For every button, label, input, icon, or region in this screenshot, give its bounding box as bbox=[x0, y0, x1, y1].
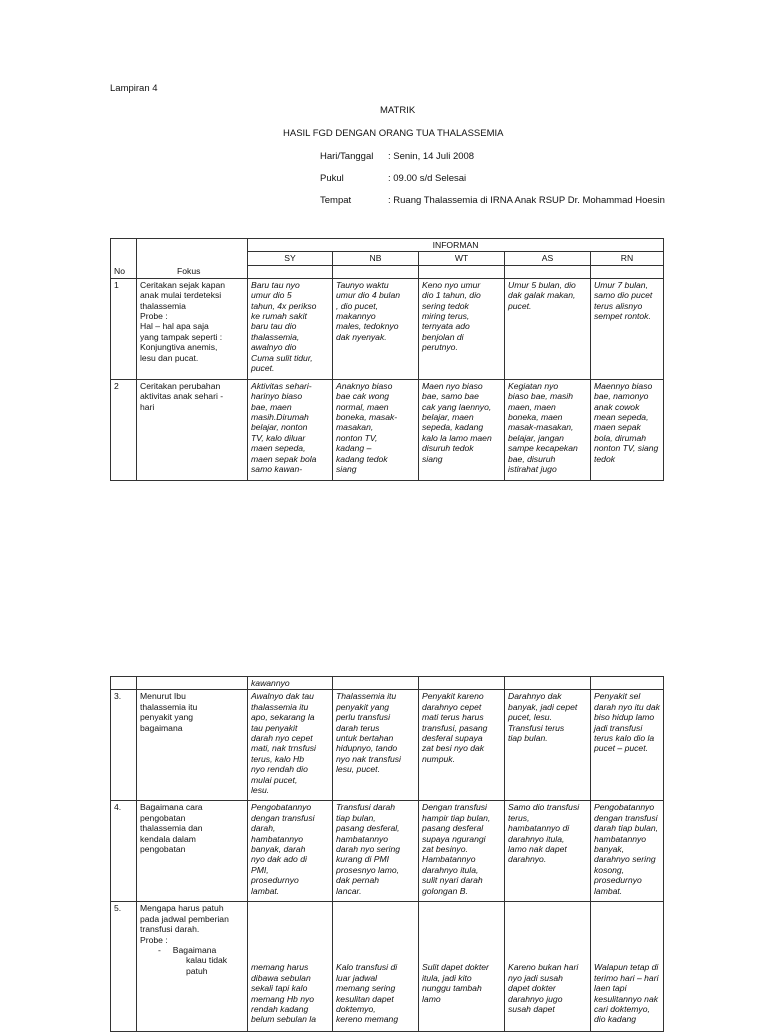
cell-line: awalnyo dio bbox=[251, 342, 297, 353]
cell-line: maen, maen bbox=[508, 401, 556, 412]
fokus-line: - Bagaimana bbox=[158, 945, 217, 956]
cell-line: prosedurnyo bbox=[251, 875, 299, 886]
cell-line: lancar. bbox=[336, 885, 362, 896]
cell-line: Ceritakan sejak kapan bbox=[140, 279, 226, 290]
cell-line: mati terus harus bbox=[422, 712, 484, 723]
cell-line: boneka, maen bbox=[508, 411, 563, 422]
cell-line: darahnyo cepet bbox=[422, 701, 482, 712]
cell-line: perutnyo. bbox=[422, 342, 458, 353]
cell-line: darah tiap bulan, bbox=[594, 823, 659, 834]
cont-fokus-empty bbox=[137, 677, 248, 690]
cell-line: kurang di PMI bbox=[336, 854, 390, 865]
row-fokus bbox=[137, 278, 248, 379]
fokus-line: pada jadwal pemberian bbox=[140, 913, 229, 924]
cell-line: Ceritakan perubahan bbox=[140, 380, 221, 391]
cell-line: hambatannyo bbox=[594, 833, 647, 844]
cell-line: Umur 5 bulan, dio bbox=[508, 279, 576, 290]
cell-line: belajar, maen bbox=[422, 411, 474, 422]
cell-line: zat besi nyo dak bbox=[422, 743, 485, 754]
cell-line: Darahnyo dak bbox=[508, 691, 562, 702]
cell-line: boneka, masak- bbox=[336, 411, 398, 422]
cell-wt bbox=[419, 278, 505, 379]
row-fokus bbox=[137, 690, 248, 801]
cell-line: sepeda, kadang bbox=[422, 422, 484, 433]
cell-line: terus kalo dio la bbox=[594, 733, 655, 744]
cell-line: Cuma sulit tidur, bbox=[251, 352, 313, 363]
cell-rn bbox=[591, 379, 664, 480]
cell-line: Dengan transfusi bbox=[422, 802, 487, 813]
header-col-as: AS bbox=[505, 252, 591, 265]
cell-line: biaso bae, masih bbox=[508, 391, 573, 402]
cell-line: Transfusi darah bbox=[336, 802, 396, 813]
cell-line: mati, nak trnsfusi bbox=[251, 743, 316, 754]
cell-as bbox=[505, 690, 591, 801]
cell-line: Samo dio transfusi bbox=[508, 802, 580, 813]
cell-line: siang bbox=[336, 463, 357, 474]
cell-line: thalassemia, bbox=[251, 331, 300, 342]
table-row bbox=[111, 278, 664, 379]
cell-line: masih.Dirumah bbox=[251, 411, 309, 422]
header-col-wt: WT bbox=[419, 252, 505, 265]
cont-empty bbox=[333, 677, 419, 690]
cell-line: luar jadwal bbox=[336, 972, 378, 983]
cell-line: Thalassemia itu bbox=[336, 691, 397, 702]
table-row bbox=[111, 379, 664, 480]
cell-line: tiap bulan. bbox=[508, 733, 548, 744]
cell-line: itula, jadi kito bbox=[422, 972, 472, 983]
cell-line: numpuk. bbox=[422, 753, 455, 764]
cell-line: istirahat jugo bbox=[508, 463, 557, 474]
cell-line: sekali tapi kalo bbox=[251, 983, 308, 994]
matrix-table-bottom bbox=[110, 676, 664, 1032]
meta-label-tanggal: Hari/Tanggal bbox=[320, 151, 374, 162]
cell-line: benjolan di bbox=[422, 331, 464, 342]
header-no: No bbox=[111, 265, 137, 278]
cell-line: dak nyenyak. bbox=[336, 331, 387, 342]
cell-line: kesulitan dapet bbox=[336, 993, 394, 1004]
header-spacer bbox=[505, 265, 591, 278]
cell-line: hambatannyo bbox=[251, 833, 304, 844]
header-informan: INFORMAN bbox=[248, 239, 664, 252]
cell-line: terus, kalo Hb bbox=[251, 753, 305, 764]
header-spacer bbox=[419, 265, 505, 278]
cell-line: thalassemia dan bbox=[140, 823, 203, 834]
cell-line: darahnyo itula, bbox=[508, 833, 565, 844]
cell-line: memang harus bbox=[251, 962, 309, 973]
meta-value-tempat: : Ruang Thalassemia di IRNA Anak RSUP Dr. Mohammad Hoesin bbox=[388, 195, 665, 206]
cell-line: dio kadang bbox=[594, 1014, 637, 1025]
cell-line: dio 1 tahun, dio bbox=[422, 290, 481, 301]
cell-line: Menurut Ibu bbox=[140, 691, 186, 702]
cell-line: harinyo biaso bbox=[251, 391, 303, 402]
cell-line: Kalo transfusi di bbox=[336, 962, 398, 973]
cell-line: TV, kalo diluar bbox=[251, 432, 306, 443]
cell-line: tiap bulan, bbox=[336, 812, 376, 823]
cell-nb bbox=[333, 690, 419, 801]
cell-line: bae, namonyo bbox=[594, 391, 649, 402]
row-fokus bbox=[137, 379, 248, 480]
cont-empty bbox=[419, 677, 505, 690]
cell-line: Maen nyo biaso bbox=[422, 380, 483, 391]
cell-sy bbox=[248, 801, 333, 902]
cell-line: masakan, bbox=[336, 422, 374, 433]
cell-line: Awalnyo dak tau bbox=[251, 691, 314, 702]
cell-line: hari bbox=[140, 401, 155, 412]
cell-line: darah nyo sering bbox=[336, 844, 401, 855]
cell-as bbox=[505, 902, 591, 1032]
cell-line: cari doktemyo, bbox=[594, 1004, 650, 1015]
cell-as bbox=[505, 801, 591, 902]
cell-line: disuruh tedok bbox=[422, 443, 474, 454]
cont-empty bbox=[505, 677, 591, 690]
cell-line: lamo bbox=[422, 993, 441, 1004]
row-no: 2 bbox=[111, 379, 137, 480]
meta-label-pukul: Pukul bbox=[320, 173, 344, 184]
title-matrik: MATRIK bbox=[380, 105, 416, 116]
cell-line: Penyakit sel bbox=[594, 691, 641, 702]
cell-line: jadi transfusi bbox=[594, 722, 643, 733]
cell-line: memang sering bbox=[336, 983, 396, 994]
cell-line: Probe : bbox=[140, 310, 168, 321]
cell-line: Taunyo waktu bbox=[336, 279, 389, 290]
cell-line: belajar, jangan bbox=[508, 432, 564, 443]
cell-rn bbox=[591, 690, 664, 801]
cell-line: perlu transfusi bbox=[336, 712, 390, 723]
cell-line: pucet – pucet. bbox=[594, 743, 648, 754]
cell-line: apo, sekarang la bbox=[251, 712, 315, 723]
cell-line: Sulit dapet dokter bbox=[422, 962, 489, 973]
cell-line: anak cowok bbox=[594, 401, 640, 412]
cell-line: masak-masakan, bbox=[508, 422, 574, 433]
cell-wt bbox=[419, 690, 505, 801]
cell-sy bbox=[248, 278, 333, 379]
cell-line: baru tau dio bbox=[251, 321, 297, 332]
cell-line: PMI, bbox=[251, 864, 269, 875]
cell-line: lambat. bbox=[594, 885, 623, 896]
table-row bbox=[111, 902, 664, 1032]
cell-line: hambatannyo bbox=[336, 833, 389, 844]
cell-line: tahun, 4x perikso bbox=[251, 300, 317, 311]
cell-line: doktemyo, bbox=[336, 1004, 376, 1015]
cell-line: Pengobatannyo bbox=[251, 802, 312, 813]
cell-line: cak yang laennyo, bbox=[422, 401, 492, 412]
cell-wt bbox=[419, 902, 505, 1032]
cell-sy bbox=[248, 690, 333, 801]
cell-line: dengan transfusi bbox=[594, 812, 658, 823]
cell-line: Bagaimana cara bbox=[140, 802, 203, 813]
cell-line: lesu, pucet. bbox=[336, 764, 380, 775]
cell-line: memang Hb nyo bbox=[251, 993, 315, 1004]
cell-line: mulai pucet, bbox=[251, 774, 298, 785]
cell-line: Konjungtiva anemis, bbox=[140, 342, 218, 353]
cell-line: terus alisnyo bbox=[594, 300, 643, 311]
cell-line: pasang desferal, bbox=[336, 823, 400, 834]
cell-as bbox=[505, 379, 591, 480]
cell-line: pucet. bbox=[508, 300, 532, 311]
fokus-line: patuh bbox=[186, 965, 208, 976]
cell-line: dengan transfusi bbox=[251, 812, 315, 823]
title-hasil-fgd: HASIL FGD DENGAN ORANG TUA THALASSEMIA bbox=[283, 128, 504, 139]
cell-sy bbox=[248, 902, 333, 1032]
header-col-rn: RN bbox=[591, 252, 664, 265]
cell-line: darah nyo cepet bbox=[251, 733, 313, 744]
header-spacer bbox=[591, 265, 664, 278]
cell-line: kosong, bbox=[594, 864, 625, 875]
cell-line: kadang tedok bbox=[336, 453, 388, 464]
cell-line: maen sepak bbox=[594, 422, 641, 433]
cell-line: kesulitannyo nak bbox=[594, 993, 659, 1004]
cell-line: hambatannyo di bbox=[508, 823, 570, 834]
matrix-table-top bbox=[110, 238, 664, 481]
cell-line: belum sebulan la bbox=[251, 1014, 316, 1025]
cell-line: Anaknyo biaso bbox=[336, 380, 393, 391]
cell-line: lesu. bbox=[251, 785, 270, 796]
cell-line: bola, dirumah bbox=[594, 432, 647, 443]
cell-line: darah terus bbox=[336, 722, 380, 733]
cell-wt bbox=[419, 379, 505, 480]
cell-line: nunggu tambah bbox=[422, 983, 482, 994]
cell-line: kalo la lamo maen bbox=[422, 432, 492, 443]
cont-cell-sy: kawannyo bbox=[248, 677, 333, 690]
cell-line: kadang – bbox=[336, 443, 372, 454]
cell-line: belajar, nonton bbox=[251, 422, 308, 433]
cell-line: Penyakit kareno bbox=[422, 691, 484, 702]
cell-line: Kareno bukan hari bbox=[508, 962, 579, 973]
cell-line: dibawa sebulan bbox=[251, 972, 311, 983]
cell-nb bbox=[333, 379, 419, 480]
cell-line: darahnyo jugo bbox=[508, 993, 563, 1004]
cell-line: nonton TV, siang bbox=[594, 443, 659, 454]
cell-line: pengobatan bbox=[140, 844, 186, 855]
table-row bbox=[111, 690, 664, 801]
cell-line: desferal supaya bbox=[422, 733, 483, 744]
cell-line: siang bbox=[422, 453, 443, 464]
cell-rn bbox=[591, 902, 664, 1032]
row-no: 4. bbox=[111, 801, 137, 902]
cell-line: darahnyo itula, bbox=[422, 864, 479, 875]
cell-line: ternyata ado bbox=[422, 321, 470, 332]
cell-line: Pengobatannyo bbox=[594, 802, 655, 813]
cell-line: thalassemia bbox=[140, 300, 186, 311]
cell-line: Hambatannyo bbox=[422, 854, 476, 865]
cell-line: miring terus, bbox=[422, 310, 470, 321]
table-row bbox=[111, 801, 664, 902]
row-fokus bbox=[137, 902, 248, 1032]
cell-line: biso hidup lamo bbox=[594, 712, 655, 723]
cell-line: prosedurnyo bbox=[594, 875, 642, 886]
cell-line: samo dio pucet bbox=[594, 290, 653, 301]
cell-nb bbox=[333, 278, 419, 379]
cell-line: bae, samo bae bbox=[422, 391, 479, 402]
cell-line: lesu dan pucat. bbox=[140, 352, 199, 363]
cell-line: banyak, jadi cepet bbox=[508, 701, 578, 712]
cell-line: Aktivitas sehari- bbox=[251, 380, 312, 391]
cell-line: rendah kadang bbox=[251, 1004, 309, 1015]
cell-rn bbox=[591, 801, 664, 902]
row-no: 3. bbox=[111, 690, 137, 801]
cell-line: darah, bbox=[251, 823, 276, 834]
cell-line: Keno nyo umur bbox=[422, 279, 481, 290]
cell-line: umur dio 5 bbox=[251, 290, 292, 301]
cell-line: bae, maen bbox=[251, 401, 292, 412]
lampiran-label: Lampiran 4 bbox=[110, 83, 158, 94]
cell-rn bbox=[591, 278, 664, 379]
cell-nb bbox=[333, 801, 419, 902]
row-fokus bbox=[137, 801, 248, 902]
cell-line: bae cak wong bbox=[336, 391, 390, 402]
cell-line: pucet, lesu. bbox=[508, 712, 552, 723]
cell-line: maen sepeda, bbox=[251, 443, 306, 454]
fokus-line: transfusi darah. bbox=[140, 924, 200, 935]
cell-line: pasang desferal bbox=[422, 823, 484, 834]
cell-line: hidupnyo, tando bbox=[336, 743, 398, 754]
cell-line: nyo nak transfusi bbox=[336, 753, 401, 764]
cell-line: samo kawan- bbox=[251, 463, 303, 474]
cell-line: mean sepeda, bbox=[594, 411, 649, 422]
cell-line: makannyo bbox=[336, 310, 376, 321]
meta-label-tempat: Tempat bbox=[320, 195, 352, 206]
cell-line: tau penyakit bbox=[251, 722, 298, 733]
cont-no-empty bbox=[111, 677, 137, 690]
cell-line: pengobatan bbox=[140, 812, 186, 823]
meta-value-tanggal: : Senin, 14 Juli 2008 bbox=[388, 151, 475, 162]
cell-line: dapet dokter bbox=[508, 983, 556, 994]
cell-line: hampir tiap bulan, bbox=[422, 812, 491, 823]
cell-line: nonton TV, bbox=[336, 432, 378, 443]
cell-line: sampe kecapekan bbox=[508, 443, 578, 454]
cell-line: males, tedoknyo bbox=[336, 321, 399, 332]
cell-line: sulit nyari darah bbox=[422, 875, 483, 886]
cell-sy bbox=[248, 379, 333, 480]
cell-line: susah dapet bbox=[508, 1004, 555, 1015]
cell-line: terimo hari – hari bbox=[594, 972, 659, 983]
cell-line: Umur 7 bulan, bbox=[594, 279, 648, 290]
cell-line: yang tampak seperti : bbox=[140, 331, 223, 342]
cell-line: pucet. bbox=[251, 362, 275, 373]
cell-line: banyak, bbox=[594, 844, 625, 855]
cell-line: dak pernah bbox=[336, 875, 380, 886]
fokus-line: Probe : bbox=[140, 934, 168, 945]
meta-value-pukul: : 09.00 s/d Selesai bbox=[388, 173, 467, 184]
cell-as bbox=[505, 278, 591, 379]
header-no-top-cell bbox=[111, 239, 137, 266]
header-spacer bbox=[333, 265, 419, 278]
cell-nb bbox=[333, 902, 419, 1032]
cell-line: anak mulai terdeteksi bbox=[140, 290, 222, 301]
cell-line: , dio pucet, bbox=[336, 300, 379, 311]
cell-line: umur dio 4 bulan bbox=[336, 290, 401, 301]
cell-line: golongan B. bbox=[422, 885, 468, 896]
cell-line: normal, maen bbox=[336, 401, 389, 412]
row-no: 5. bbox=[111, 902, 137, 1032]
cell-line: penyakit yang bbox=[336, 701, 390, 712]
cell-line: sempet rontok. bbox=[594, 310, 651, 321]
cell-line: untuk bertahan bbox=[336, 733, 394, 744]
cell-wt bbox=[419, 801, 505, 902]
cell-line: tedok bbox=[594, 453, 616, 464]
cell-line: maen sepak bola bbox=[251, 453, 317, 464]
cell-line: lambat. bbox=[251, 885, 280, 896]
cell-line: Transfusi terus bbox=[508, 722, 565, 733]
cell-line: thalassemia itu bbox=[140, 701, 198, 712]
cell-line: nyo dak ado di bbox=[251, 854, 307, 865]
cell-line: nyo jadi susah bbox=[508, 972, 563, 983]
cell-line: darah nyo itu dak bbox=[594, 701, 660, 712]
header-col-nb: NB bbox=[333, 252, 419, 265]
cont-empty bbox=[591, 677, 664, 690]
cell-line: prosesnyo lamo, bbox=[336, 864, 400, 875]
cell-line: kereno memang bbox=[336, 1014, 399, 1025]
header-spacer bbox=[248, 265, 333, 278]
cell-line: Maennyo biaso bbox=[594, 380, 653, 391]
cell-line: Baru tau nyo bbox=[251, 279, 300, 290]
header-col-sy: SY bbox=[248, 252, 333, 265]
cell-line: lamo nak dapet bbox=[508, 844, 567, 855]
header-fokus-top-cell bbox=[137, 239, 248, 266]
cell-line: Walapun tetap di bbox=[594, 962, 659, 973]
fokus-line: Mengapa harus patuh bbox=[140, 903, 224, 914]
row-no: 1 bbox=[111, 278, 137, 379]
cell-line: penyakit yang bbox=[140, 712, 194, 723]
cell-line: sering tedok bbox=[422, 300, 469, 311]
cell-line: zat besinyo. bbox=[422, 844, 468, 855]
cell-line: Kegiatan nyo bbox=[508, 380, 559, 391]
cell-line: Hal – hal apa saja bbox=[140, 321, 209, 332]
cell-line: bagaimana bbox=[140, 722, 183, 733]
fokus-line: kalau tidak bbox=[186, 955, 228, 966]
cell-line: laen tapi bbox=[594, 983, 627, 994]
cell-line: kendala dalam bbox=[140, 833, 196, 844]
cell-line: nyo rendah dio bbox=[251, 764, 308, 775]
cell-line: darahnyo. bbox=[508, 854, 547, 865]
cell-line: supaya ngurangi bbox=[422, 833, 486, 844]
cell-line: terus, bbox=[508, 812, 530, 823]
table-row bbox=[111, 677, 664, 690]
cell-line: transfusi, pasang bbox=[422, 722, 488, 733]
cell-line: aktivitas anak sehari - bbox=[140, 391, 224, 402]
header-fokus: Fokus bbox=[137, 265, 248, 278]
cell-line: ke rumah sakit bbox=[251, 310, 307, 321]
cell-line: dak galak makan, bbox=[508, 290, 576, 301]
cell-line: thalassemia itu bbox=[251, 701, 309, 712]
cell-line: bae, disuruh bbox=[508, 453, 556, 464]
cell-line: darahnyo sering bbox=[594, 854, 656, 865]
cell-line: banyak, darah bbox=[251, 844, 306, 855]
